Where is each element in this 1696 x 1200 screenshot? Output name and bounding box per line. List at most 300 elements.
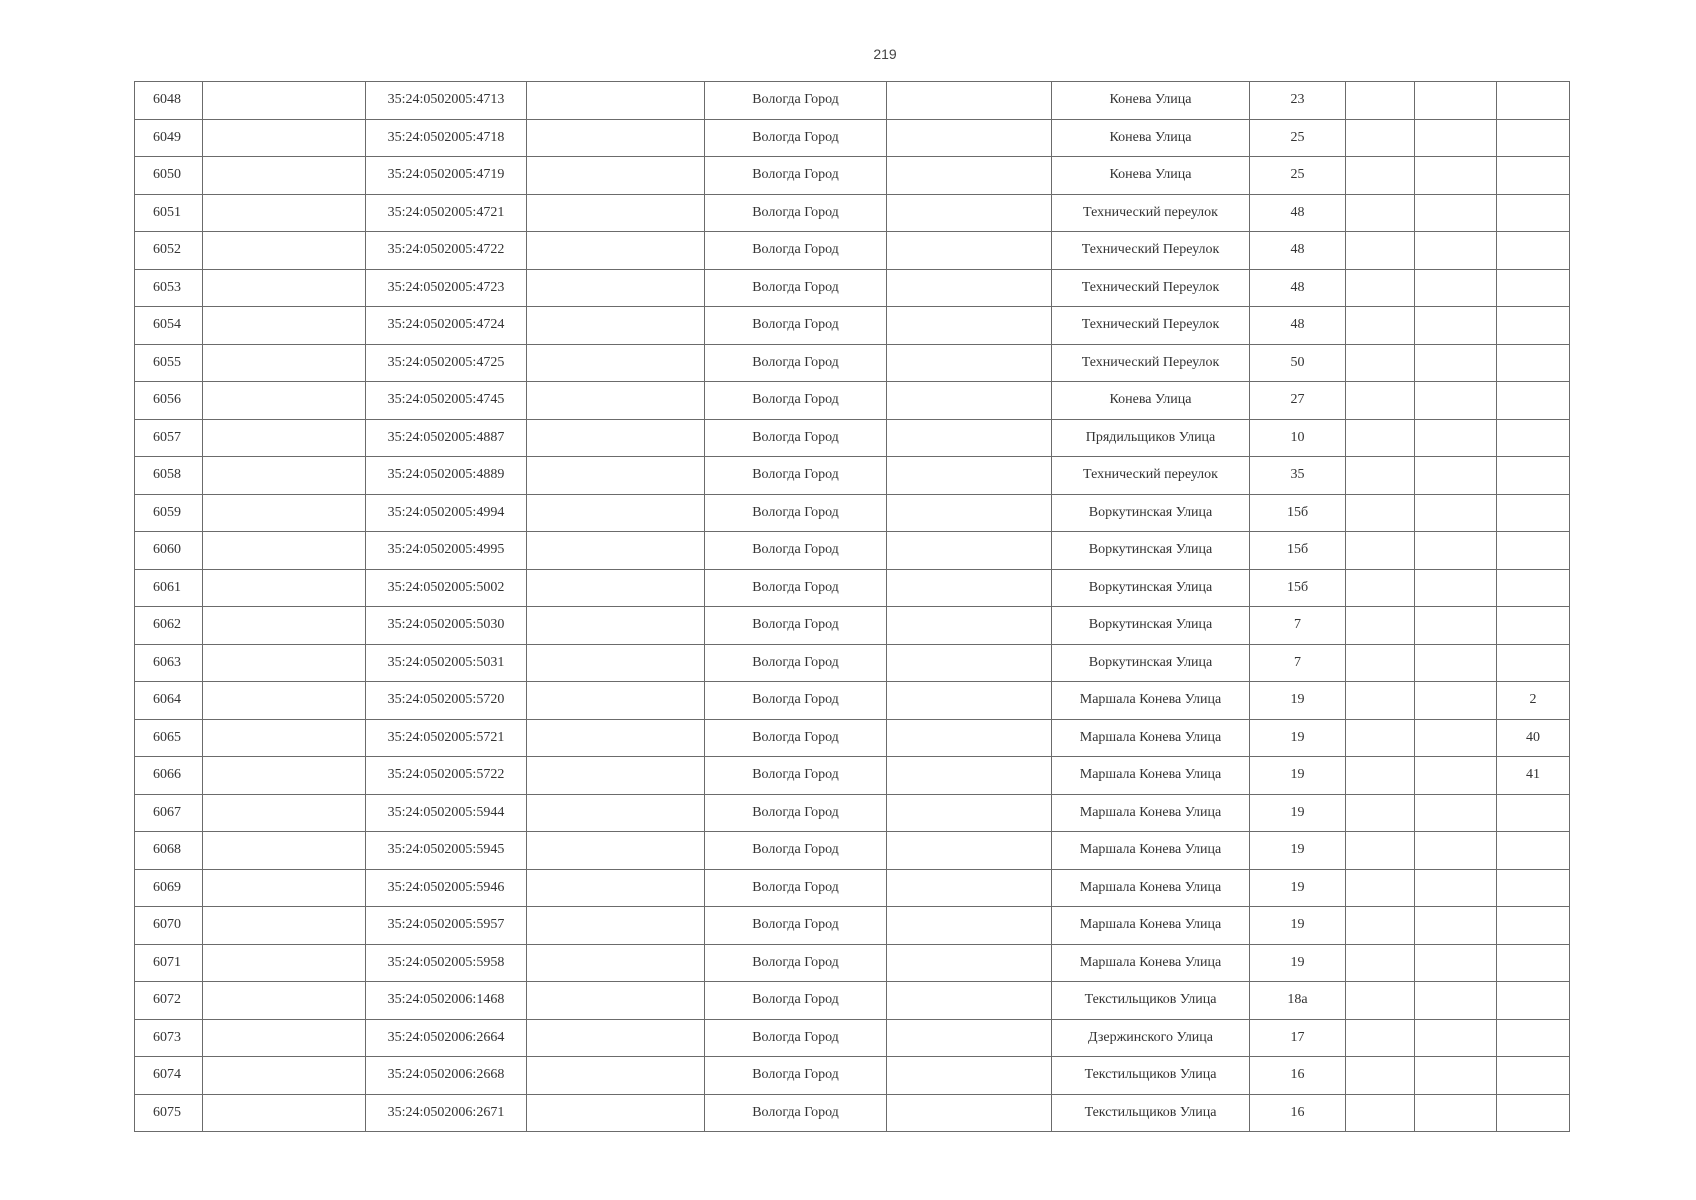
cell-empty [1415, 532, 1497, 570]
cell-empty [1415, 232, 1497, 270]
cell-house: 15б [1250, 532, 1346, 570]
cell-house: 15б [1250, 569, 1346, 607]
cell-house: 48 [1250, 194, 1346, 232]
table-row [135, 157, 1570, 195]
cell-street: Конева Улица [1052, 157, 1250, 195]
cell-empty [1415, 1057, 1497, 1095]
cell-empty [1346, 382, 1415, 420]
cell-street: Конева Улица [1052, 382, 1250, 420]
cell-empty [1346, 157, 1415, 195]
cell-empty [887, 794, 1052, 832]
cell-flat [1497, 1019, 1570, 1057]
cell-empty [887, 757, 1052, 795]
cell-empty [203, 232, 366, 270]
cell-record-number: 6052 [135, 232, 203, 270]
cell-house: 25 [1250, 157, 1346, 195]
cell-house: 18а [1250, 982, 1346, 1020]
cell-house: 10 [1250, 419, 1346, 457]
cell-empty [527, 419, 705, 457]
table-row [135, 757, 1570, 795]
cell-record-number: 6073 [135, 1019, 203, 1057]
cell-city: Вологда Город [705, 419, 887, 457]
cell-empty [1346, 682, 1415, 720]
cell-flat: 41 [1497, 757, 1570, 795]
cell-city: Вологда Город [705, 532, 887, 570]
cell-empty [887, 832, 1052, 870]
cell-empty [1415, 757, 1497, 795]
cell-cadastral-number: 35:24:0502005:5721 [366, 719, 527, 757]
cell-empty [527, 794, 705, 832]
cell-house: 48 [1250, 307, 1346, 345]
cell-empty [1415, 419, 1497, 457]
cell-house: 19 [1250, 794, 1346, 832]
cell-flat [1497, 607, 1570, 645]
cell-empty [203, 869, 366, 907]
cell-empty [1415, 269, 1497, 307]
cell-city: Вологда Город [705, 1057, 887, 1095]
cell-empty [1346, 569, 1415, 607]
cell-empty [887, 269, 1052, 307]
cell-street: Текстильщиков Улица [1052, 1094, 1250, 1132]
cell-street: Маршала Конева Улица [1052, 832, 1250, 870]
cell-empty [1415, 1019, 1497, 1057]
cell-cadastral-number: 35:24:0502005:4724 [366, 307, 527, 345]
cell-house: 16 [1250, 1057, 1346, 1095]
cell-flat [1497, 907, 1570, 945]
cell-empty [1415, 1094, 1497, 1132]
cell-city: Вологда Город [705, 82, 887, 120]
cell-cadastral-number: 35:24:0502005:4723 [366, 269, 527, 307]
cell-street: Маршала Конева Улица [1052, 944, 1250, 982]
cell-cadastral-number: 35:24:0502006:2671 [366, 1094, 527, 1132]
cell-flat [1497, 457, 1570, 495]
cell-cadastral-number: 35:24:0502005:4889 [366, 457, 527, 495]
cell-empty [203, 194, 366, 232]
cell-empty [1346, 719, 1415, 757]
cell-empty [1346, 1057, 1415, 1095]
cell-empty [887, 644, 1052, 682]
cell-empty [203, 532, 366, 570]
cell-street: Технический Переулок [1052, 232, 1250, 270]
cell-record-number: 6069 [135, 869, 203, 907]
cell-empty [887, 382, 1052, 420]
cell-city: Вологда Город [705, 344, 887, 382]
cell-record-number: 6057 [135, 419, 203, 457]
cell-cadastral-number: 35:24:0502005:5720 [366, 682, 527, 720]
cell-record-number: 6049 [135, 119, 203, 157]
cell-empty [1415, 494, 1497, 532]
cell-empty [527, 269, 705, 307]
cell-empty [1415, 944, 1497, 982]
cell-empty [887, 532, 1052, 570]
cell-record-number: 6048 [135, 82, 203, 120]
cell-city: Вологда Город [705, 307, 887, 345]
cell-empty [1415, 344, 1497, 382]
cell-empty [1415, 794, 1497, 832]
cell-city: Вологда Город [705, 944, 887, 982]
cell-cadastral-number: 35:24:0502005:4713 [366, 82, 527, 120]
cell-empty [203, 419, 366, 457]
cell-street: Воркутинская Улица [1052, 532, 1250, 570]
cell-empty [527, 344, 705, 382]
cell-empty [887, 307, 1052, 345]
cell-empty [203, 757, 366, 795]
cell-empty [1415, 157, 1497, 195]
cell-empty [1415, 119, 1497, 157]
cell-city: Вологда Город [705, 382, 887, 420]
cell-street: Технический переулок [1052, 194, 1250, 232]
cell-empty [527, 494, 705, 532]
cell-street: Маршала Конева Улица [1052, 907, 1250, 945]
cell-empty [203, 82, 366, 120]
cell-flat [1497, 382, 1570, 420]
cell-empty [527, 907, 705, 945]
cell-empty [1415, 382, 1497, 420]
cell-cadastral-number: 35:24:0502005:5722 [366, 757, 527, 795]
cell-empty [1346, 982, 1415, 1020]
cell-city: Вологда Город [705, 832, 887, 870]
cell-flat [1497, 194, 1570, 232]
cell-empty [1346, 1094, 1415, 1132]
cell-empty [1415, 682, 1497, 720]
cell-empty [1415, 607, 1497, 645]
cell-empty [527, 719, 705, 757]
cell-city: Вологда Город [705, 1094, 887, 1132]
table-row [135, 82, 1570, 120]
cell-empty [1346, 457, 1415, 495]
cell-flat [1497, 982, 1570, 1020]
table-row [135, 494, 1570, 532]
cell-city: Вологда Город [705, 157, 887, 195]
cell-empty [203, 457, 366, 495]
cell-empty [527, 119, 705, 157]
cell-empty [527, 982, 705, 1020]
cell-record-number: 6067 [135, 794, 203, 832]
cell-street: Технический Переулок [1052, 307, 1250, 345]
cell-city: Вологда Город [705, 607, 887, 645]
cell-street: Текстильщиков Улица [1052, 1057, 1250, 1095]
cell-empty [203, 832, 366, 870]
cell-empty [1415, 869, 1497, 907]
cell-empty [203, 907, 366, 945]
cell-street: Воркутинская Улица [1052, 644, 1250, 682]
cell-street: Технический Переулок [1052, 344, 1250, 382]
cell-empty [203, 1019, 366, 1057]
cell-flat [1497, 157, 1570, 195]
cell-flat [1497, 569, 1570, 607]
cell-empty [203, 682, 366, 720]
cell-city: Вологда Город [705, 1019, 887, 1057]
cell-flat: 2 [1497, 682, 1570, 720]
cell-flat [1497, 1057, 1570, 1095]
cell-empty [887, 232, 1052, 270]
cell-street: Конева Улица [1052, 82, 1250, 120]
cell-flat [1497, 419, 1570, 457]
cell-empty [887, 344, 1052, 382]
cell-house: 19 [1250, 907, 1346, 945]
cell-empty [1346, 269, 1415, 307]
cell-empty [1346, 82, 1415, 120]
cell-empty [203, 1057, 366, 1095]
cell-house: 50 [1250, 344, 1346, 382]
cell-record-number: 6053 [135, 269, 203, 307]
cell-empty [1346, 119, 1415, 157]
cell-empty [203, 644, 366, 682]
table-row [135, 719, 1570, 757]
cell-house: 27 [1250, 382, 1346, 420]
cell-record-number: 6074 [135, 1057, 203, 1095]
cell-empty [527, 569, 705, 607]
cell-empty [1346, 869, 1415, 907]
cell-empty [1346, 532, 1415, 570]
table-row [135, 532, 1570, 570]
cell-empty [1415, 982, 1497, 1020]
cell-empty [203, 382, 366, 420]
table-row [135, 1094, 1570, 1132]
cell-flat [1497, 794, 1570, 832]
cell-empty [527, 607, 705, 645]
cell-flat: 40 [1497, 719, 1570, 757]
cell-record-number: 6064 [135, 682, 203, 720]
table-row [135, 457, 1570, 495]
table-row [135, 232, 1570, 270]
cell-empty [1346, 907, 1415, 945]
cell-street: Маршала Конева Улица [1052, 757, 1250, 795]
cell-empty [203, 607, 366, 645]
cell-street: Конева Улица [1052, 119, 1250, 157]
cell-empty [887, 1094, 1052, 1132]
table-row [135, 944, 1570, 982]
cell-empty [887, 944, 1052, 982]
table-row [135, 682, 1570, 720]
cell-record-number: 6068 [135, 832, 203, 870]
cell-house: 19 [1250, 757, 1346, 795]
cell-record-number: 6071 [135, 944, 203, 982]
cell-empty [203, 1094, 366, 1132]
cell-empty [887, 1057, 1052, 1095]
cell-record-number: 6055 [135, 344, 203, 382]
cell-empty [203, 307, 366, 345]
cell-cadastral-number: 35:24:0502006:1468 [366, 982, 527, 1020]
cell-street: Маршала Конева Улица [1052, 682, 1250, 720]
cell-house: 19 [1250, 719, 1346, 757]
cell-city: Вологда Город [705, 194, 887, 232]
cell-empty [887, 907, 1052, 945]
cell-empty [527, 644, 705, 682]
cell-empty [203, 569, 366, 607]
cell-flat [1497, 232, 1570, 270]
table-row [135, 832, 1570, 870]
cell-cadastral-number: 35:24:0502005:5030 [366, 607, 527, 645]
cell-house: 17 [1250, 1019, 1346, 1057]
table-row [135, 1057, 1570, 1095]
cell-empty [1346, 607, 1415, 645]
table-row [135, 907, 1570, 945]
cell-empty [527, 457, 705, 495]
cell-street: Технический Переулок [1052, 269, 1250, 307]
cell-cadastral-number: 35:24:0502005:5944 [366, 794, 527, 832]
cell-cadastral-number: 35:24:0502006:2664 [366, 1019, 527, 1057]
cell-cadastral-number: 35:24:0502005:5031 [366, 644, 527, 682]
table-row [135, 119, 1570, 157]
cell-flat [1497, 344, 1570, 382]
cell-house: 16 [1250, 1094, 1346, 1132]
cell-empty [887, 157, 1052, 195]
cell-empty [1346, 494, 1415, 532]
cell-empty [527, 1019, 705, 1057]
cell-empty [1346, 794, 1415, 832]
cell-empty [203, 157, 366, 195]
cell-record-number: 6056 [135, 382, 203, 420]
cell-cadastral-number: 35:24:0502005:5958 [366, 944, 527, 982]
registry-table [134, 81, 1570, 1132]
cell-empty [887, 82, 1052, 120]
table-row [135, 982, 1570, 1020]
cell-empty [527, 1057, 705, 1095]
cell-empty [1346, 344, 1415, 382]
cell-empty [527, 82, 705, 120]
cell-house: 19 [1250, 869, 1346, 907]
cell-flat [1497, 644, 1570, 682]
cell-record-number: 6070 [135, 907, 203, 945]
cell-city: Вологда Город [705, 907, 887, 945]
cell-cadastral-number: 35:24:0502005:4722 [366, 232, 527, 270]
cell-empty [527, 232, 705, 270]
registry-body [135, 82, 1570, 1132]
cell-empty [203, 344, 366, 382]
cell-record-number: 6063 [135, 644, 203, 682]
cell-record-number: 6050 [135, 157, 203, 195]
cell-empty [1415, 307, 1497, 345]
cell-city: Вологда Город [705, 869, 887, 907]
cell-empty [887, 194, 1052, 232]
cell-cadastral-number: 35:24:0502005:5946 [366, 869, 527, 907]
cell-city: Вологда Город [705, 982, 887, 1020]
cell-record-number: 6061 [135, 569, 203, 607]
cell-empty [203, 494, 366, 532]
cell-city: Вологда Город [705, 719, 887, 757]
cell-empty [1415, 457, 1497, 495]
cell-street: Маршала Конева Улица [1052, 794, 1250, 832]
cell-cadastral-number: 35:24:0502005:4745 [366, 382, 527, 420]
cell-city: Вологда Город [705, 494, 887, 532]
cell-house: 48 [1250, 232, 1346, 270]
cell-record-number: 6072 [135, 982, 203, 1020]
cell-empty [887, 494, 1052, 532]
cell-flat [1497, 119, 1570, 157]
cell-empty [527, 307, 705, 345]
cell-cadastral-number: 35:24:0502005:5945 [366, 832, 527, 870]
cell-house: 19 [1250, 944, 1346, 982]
table-row [135, 419, 1570, 457]
cell-empty [1346, 832, 1415, 870]
cell-empty [1415, 82, 1497, 120]
cell-empty [887, 119, 1052, 157]
cell-house: 7 [1250, 644, 1346, 682]
cell-empty [527, 382, 705, 420]
table-row [135, 644, 1570, 682]
cell-city: Вологда Город [705, 232, 887, 270]
cell-empty [203, 982, 366, 1020]
cell-empty [887, 1019, 1052, 1057]
cell-flat [1497, 269, 1570, 307]
cell-empty [887, 982, 1052, 1020]
table-row [135, 607, 1570, 645]
cell-empty [203, 269, 366, 307]
cell-street: Маршала Конева Улица [1052, 869, 1250, 907]
cell-empty [527, 682, 705, 720]
cell-empty [1346, 307, 1415, 345]
cell-house: 25 [1250, 119, 1346, 157]
cell-empty [527, 532, 705, 570]
cell-record-number: 6059 [135, 494, 203, 532]
cell-empty [1415, 569, 1497, 607]
cell-flat [1497, 307, 1570, 345]
cell-house: 35 [1250, 457, 1346, 495]
cell-record-number: 6066 [135, 757, 203, 795]
cell-empty [1415, 832, 1497, 870]
cell-house: 23 [1250, 82, 1346, 120]
table-row [135, 569, 1570, 607]
cell-cadastral-number: 35:24:0502005:4995 [366, 532, 527, 570]
cell-empty [1346, 757, 1415, 795]
cell-empty [1415, 719, 1497, 757]
cell-record-number: 6062 [135, 607, 203, 645]
table-row [135, 869, 1570, 907]
cell-city: Вологда Город [705, 644, 887, 682]
cell-empty [527, 832, 705, 870]
cell-flat [1497, 82, 1570, 120]
cell-street: Дзержинского Улица [1052, 1019, 1250, 1057]
cell-city: Вологда Город [705, 269, 887, 307]
cell-street: Прядильщиков Улица [1052, 419, 1250, 457]
cell-empty [203, 119, 366, 157]
cell-record-number: 6051 [135, 194, 203, 232]
cell-empty [887, 457, 1052, 495]
cell-empty [527, 157, 705, 195]
cell-empty [887, 419, 1052, 457]
cell-street: Воркутинская Улица [1052, 494, 1250, 532]
cell-house: 19 [1250, 832, 1346, 870]
cell-empty [887, 569, 1052, 607]
cell-flat [1497, 869, 1570, 907]
cell-empty [527, 869, 705, 907]
cell-flat [1497, 832, 1570, 870]
cell-house: 15б [1250, 494, 1346, 532]
cell-empty [527, 1094, 705, 1132]
cell-empty [887, 869, 1052, 907]
cell-empty [1346, 1019, 1415, 1057]
cell-city: Вологда Город [705, 457, 887, 495]
cell-flat [1497, 944, 1570, 982]
cell-empty [203, 944, 366, 982]
cell-empty [203, 794, 366, 832]
cell-cadastral-number: 35:24:0502005:5957 [366, 907, 527, 945]
cell-cadastral-number: 35:24:0502005:4725 [366, 344, 527, 382]
cell-empty [1346, 944, 1415, 982]
cell-cadastral-number: 35:24:0502005:4719 [366, 157, 527, 195]
cell-cadastral-number: 35:24:0502005:4887 [366, 419, 527, 457]
cell-street: Воркутинская Улица [1052, 607, 1250, 645]
cell-city: Вологда Город [705, 119, 887, 157]
cell-record-number: 6060 [135, 532, 203, 570]
cell-empty [1346, 644, 1415, 682]
cell-record-number: 6075 [135, 1094, 203, 1132]
cell-empty [1346, 194, 1415, 232]
cell-record-number: 6058 [135, 457, 203, 495]
cell-city: Вологда Город [705, 794, 887, 832]
table-row [135, 269, 1570, 307]
